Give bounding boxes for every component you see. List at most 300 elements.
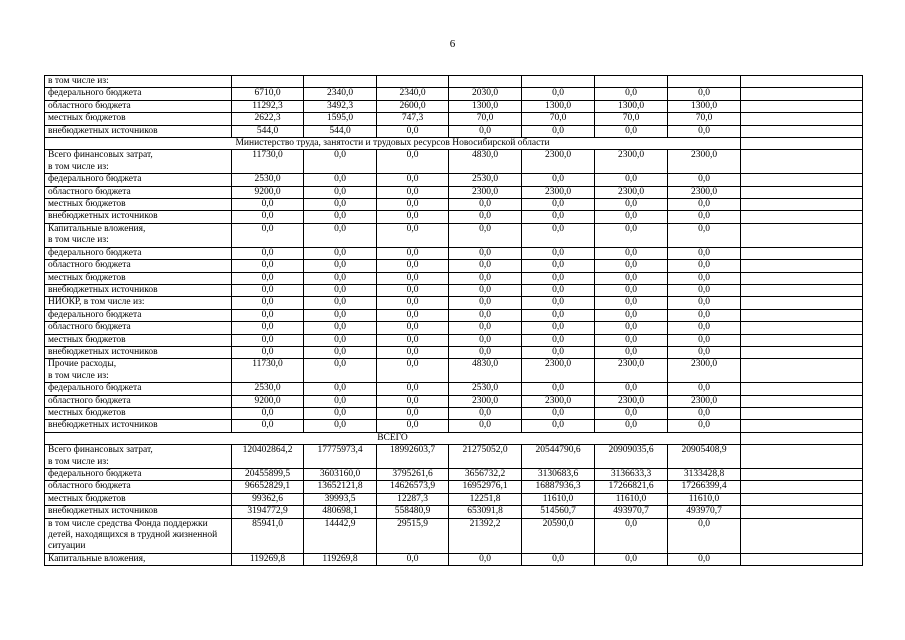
table-row xyxy=(45,260,863,272)
value-cell: 0,0 xyxy=(595,260,668,272)
value-cell: 0,0 xyxy=(304,395,377,407)
note-cell xyxy=(741,199,863,211)
row-label xyxy=(45,395,232,407)
value-cell: 20455899,5 xyxy=(232,469,304,481)
value-cell: 1300,0 xyxy=(668,100,741,112)
value-cell: 0,0 xyxy=(522,88,595,100)
value-cell xyxy=(522,76,595,88)
value-cell: 0,0 xyxy=(232,297,304,309)
value-cell: 1300,0 xyxy=(449,100,522,112)
value-cell: 0,0 xyxy=(595,420,668,432)
value-cell xyxy=(668,76,741,88)
value-cell: 0,0 xyxy=(522,284,595,296)
value-cell: 0,0 xyxy=(449,553,522,565)
value-cell: 0,0 xyxy=(377,272,449,284)
row-label xyxy=(45,309,232,321)
row-label xyxy=(45,297,232,309)
value-cell: 0,0 xyxy=(522,223,595,247)
note-cell xyxy=(741,322,863,334)
value-cell: 2300,0 xyxy=(668,395,741,407)
table-row xyxy=(45,346,863,358)
value-cell: 70,0 xyxy=(668,113,741,125)
value-cell: 0,0 xyxy=(232,284,304,296)
row-label-line: областного бюджета xyxy=(48,100,131,111)
table-row xyxy=(45,125,863,137)
row-label xyxy=(45,518,232,553)
row-label xyxy=(45,383,232,395)
value-cell: 0,0 xyxy=(304,260,377,272)
value-cell: 0,0 xyxy=(304,297,377,309)
value-cell: 0,0 xyxy=(668,383,741,395)
value-cell: 0,0 xyxy=(304,174,377,186)
value-cell: 2300,0 xyxy=(522,395,595,407)
note-cell xyxy=(741,260,863,272)
value-cell: 0,0 xyxy=(304,334,377,346)
value-cell: 0,0 xyxy=(232,407,304,419)
value-cell: 0,0 xyxy=(304,150,377,174)
value-cell: 0,0 xyxy=(522,383,595,395)
table-row xyxy=(45,407,863,419)
row-label-line: внебюджетных источников xyxy=(48,284,158,295)
value-cell: 544,0 xyxy=(232,125,304,137)
row-label-line: областного бюджета xyxy=(48,481,131,492)
value-cell: 20905408,9 xyxy=(668,445,741,469)
value-cell: 85941,0 xyxy=(232,518,304,553)
row-label-line: в том числе средства Фонда поддержки детей, находящихся в трудной жизненной ситуации xyxy=(48,518,218,552)
value-cell: 2300,0 xyxy=(449,186,522,198)
table-row xyxy=(45,100,863,112)
note-cell xyxy=(741,506,863,518)
value-cell: 11730,0 xyxy=(232,359,304,383)
value-cell: 11610,0 xyxy=(668,493,741,505)
note-cell xyxy=(741,420,863,432)
row-label xyxy=(45,113,232,125)
value-cell: 0,0 xyxy=(304,186,377,198)
value-cell: 13652121,8 xyxy=(304,481,377,493)
value-cell: 3656732,2 xyxy=(449,469,522,481)
value-cell: 11610,0 xyxy=(522,493,595,505)
value-cell: 0,0 xyxy=(449,199,522,211)
value-cell: 0,0 xyxy=(304,247,377,259)
note-cell xyxy=(741,113,863,125)
value-cell: 0,0 xyxy=(377,260,449,272)
table-row xyxy=(45,383,863,395)
note-cell xyxy=(741,481,863,493)
value-cell: 0,0 xyxy=(377,211,449,223)
value-cell: 0,0 xyxy=(595,211,668,223)
row-label-line: областного бюджета xyxy=(48,395,131,406)
row-label-line: внебюджетных источников xyxy=(48,506,158,517)
table-body xyxy=(45,76,863,566)
row-label xyxy=(45,407,232,419)
value-cell: 0,0 xyxy=(449,407,522,419)
value-cell: 0,0 xyxy=(304,322,377,334)
table-row xyxy=(45,359,863,383)
table-row xyxy=(45,493,863,505)
row-label xyxy=(45,260,232,272)
value-cell: 0,0 xyxy=(377,395,449,407)
value-cell xyxy=(449,76,522,88)
table-row xyxy=(45,445,863,469)
value-cell: 2300,0 xyxy=(668,186,741,198)
value-cell: 0,0 xyxy=(595,125,668,137)
value-cell: 0,0 xyxy=(668,211,741,223)
value-cell: 2340,0 xyxy=(377,88,449,100)
value-cell: 96652829,1 xyxy=(232,481,304,493)
value-cell: 2300,0 xyxy=(449,395,522,407)
row-label xyxy=(45,272,232,284)
row-label-line: федерального бюджета xyxy=(48,309,142,320)
value-cell: 4830,0 xyxy=(449,359,522,383)
value-cell: 0,0 xyxy=(595,518,668,553)
table-row xyxy=(45,309,863,321)
note-cell xyxy=(741,383,863,395)
value-cell: 0,0 xyxy=(522,125,595,137)
value-cell: 0,0 xyxy=(595,383,668,395)
value-cell xyxy=(595,76,668,88)
value-cell: 0,0 xyxy=(232,247,304,259)
value-cell: 0,0 xyxy=(232,346,304,358)
note-cell xyxy=(741,247,863,259)
value-cell: 119269,8 xyxy=(232,553,304,565)
note-cell xyxy=(741,553,863,565)
value-cell: 0,0 xyxy=(232,272,304,284)
value-cell xyxy=(377,76,449,88)
row-label xyxy=(45,247,232,259)
value-cell: 2300,0 xyxy=(522,150,595,174)
value-cell: 3603160,0 xyxy=(304,469,377,481)
row-label-line: федерального бюджета xyxy=(48,174,142,185)
row-label xyxy=(45,481,232,493)
value-cell: 20590,0 xyxy=(522,518,595,553)
value-cell: 120402864,2 xyxy=(232,445,304,469)
table-row xyxy=(45,518,863,553)
value-cell: 0,0 xyxy=(595,322,668,334)
row-label-line: в том числе из: xyxy=(48,456,109,467)
row-label-line: в том числе из: xyxy=(48,370,109,381)
section-title: Министерство труда, занятости и трудовых ресурсов Новосибирской области xyxy=(45,138,741,150)
value-cell: 0,0 xyxy=(668,247,741,259)
value-cell: 14626573,9 xyxy=(377,481,449,493)
row-label-line: федерального бюджета xyxy=(48,88,142,99)
value-cell: 0,0 xyxy=(522,247,595,259)
row-label xyxy=(45,100,232,112)
value-cell: 0,0 xyxy=(304,359,377,383)
table-row xyxy=(45,322,863,334)
row-label-line: в том числе из: xyxy=(48,76,109,86)
value-cell: 0,0 xyxy=(668,174,741,186)
value-cell: 0,0 xyxy=(377,284,449,296)
value-cell: 0,0 xyxy=(232,334,304,346)
row-label-line: в том числе из: xyxy=(48,161,109,172)
value-cell: 0,0 xyxy=(522,334,595,346)
value-cell: 0,0 xyxy=(595,199,668,211)
value-cell: 0,0 xyxy=(304,420,377,432)
note-cell xyxy=(741,346,863,358)
row-label xyxy=(45,506,232,518)
value-cell: 0,0 xyxy=(595,88,668,100)
row-label xyxy=(45,125,232,137)
value-cell: 493970,7 xyxy=(595,506,668,518)
value-cell: 0,0 xyxy=(522,322,595,334)
value-cell: 2300,0 xyxy=(595,186,668,198)
table-row xyxy=(45,469,863,481)
value-cell: 0,0 xyxy=(668,420,741,432)
value-cell: 39993,5 xyxy=(304,493,377,505)
value-cell: 11292,3 xyxy=(232,100,304,112)
value-cell: 0,0 xyxy=(595,272,668,284)
value-cell: 0,0 xyxy=(449,322,522,334)
value-cell: 0,0 xyxy=(377,322,449,334)
note-cell xyxy=(741,100,863,112)
value-cell: 9200,0 xyxy=(232,186,304,198)
value-cell: 0,0 xyxy=(522,260,595,272)
value-cell: 21275052,0 xyxy=(449,445,522,469)
value-cell: 0,0 xyxy=(377,383,449,395)
value-cell: 0,0 xyxy=(668,88,741,100)
note-cell xyxy=(741,150,863,174)
section-title: ВСЕГО xyxy=(45,432,741,444)
row-label xyxy=(45,493,232,505)
value-cell: 0,0 xyxy=(377,297,449,309)
value-cell: 4830,0 xyxy=(449,150,522,174)
note-cell xyxy=(741,186,863,198)
value-cell: 2600,0 xyxy=(377,100,449,112)
value-cell: 0,0 xyxy=(595,309,668,321)
value-cell: 2530,0 xyxy=(449,174,522,186)
row-label-line: областного бюджета xyxy=(48,260,131,271)
value-cell: 2300,0 xyxy=(595,150,668,174)
value-cell: 0,0 xyxy=(377,407,449,419)
note-cell xyxy=(741,469,863,481)
value-cell: 14442,9 xyxy=(304,518,377,553)
note-cell xyxy=(741,432,863,444)
table-row xyxy=(45,211,863,223)
note-cell xyxy=(741,223,863,247)
note-cell xyxy=(741,407,863,419)
value-cell: 3130683,6 xyxy=(522,469,595,481)
table-row xyxy=(45,76,863,88)
table-row xyxy=(45,553,863,565)
value-cell: 1595,0 xyxy=(304,113,377,125)
row-label xyxy=(45,223,232,247)
note-cell xyxy=(741,174,863,186)
note-cell xyxy=(741,88,863,100)
value-cell: 17266821,6 xyxy=(595,481,668,493)
row-label-line: в том числе из: xyxy=(48,235,109,246)
row-label-line: НИОКР, в том числе из: xyxy=(48,297,145,308)
row-label xyxy=(45,553,232,565)
value-cell: 544,0 xyxy=(304,125,377,137)
value-cell: 514560,7 xyxy=(522,506,595,518)
row-label-line: федерального бюджета xyxy=(48,383,142,394)
value-cell: 0,0 xyxy=(232,420,304,432)
note-cell xyxy=(741,125,863,137)
value-cell: 0,0 xyxy=(449,247,522,259)
value-cell: 2030,0 xyxy=(449,88,522,100)
value-cell: 70,0 xyxy=(522,113,595,125)
value-cell: 0,0 xyxy=(377,346,449,358)
value-cell: 70,0 xyxy=(595,113,668,125)
value-cell: 0,0 xyxy=(522,309,595,321)
value-cell: 0,0 xyxy=(449,211,522,223)
value-cell: 2300,0 xyxy=(595,395,668,407)
row-label xyxy=(45,445,232,469)
table-row xyxy=(45,395,863,407)
value-cell: 0,0 xyxy=(595,334,668,346)
value-cell: 0,0 xyxy=(668,322,741,334)
row-label xyxy=(45,88,232,100)
value-cell: 11730,0 xyxy=(232,150,304,174)
note-cell xyxy=(741,138,863,150)
value-cell: 3136633,3 xyxy=(595,469,668,481)
row-label xyxy=(45,76,232,88)
row-label-line: областного бюджета xyxy=(48,186,131,197)
value-cell: 0,0 xyxy=(522,211,595,223)
value-cell: 0,0 xyxy=(377,420,449,432)
value-cell: 0,0 xyxy=(668,518,741,553)
row-label xyxy=(45,359,232,383)
value-cell: 0,0 xyxy=(595,284,668,296)
value-cell: 12251,8 xyxy=(449,493,522,505)
value-cell: 2300,0 xyxy=(595,359,668,383)
value-cell: 0,0 xyxy=(595,297,668,309)
note-cell xyxy=(741,359,863,383)
budget-table xyxy=(44,75,863,566)
row-label-line: местных бюджетов xyxy=(48,272,126,283)
value-cell: 747,3 xyxy=(377,113,449,125)
value-cell: 0,0 xyxy=(668,407,741,419)
row-label-line: Капитальные вложения, xyxy=(48,553,146,564)
value-cell: 0,0 xyxy=(668,260,741,272)
row-label xyxy=(45,211,232,223)
row-label xyxy=(45,420,232,432)
value-cell: 0,0 xyxy=(377,247,449,259)
value-cell: 3492,3 xyxy=(304,100,377,112)
table-row xyxy=(45,186,863,198)
note-cell xyxy=(741,395,863,407)
table-row xyxy=(45,88,863,100)
value-cell: 0,0 xyxy=(449,223,522,247)
value-cell: 0,0 xyxy=(449,272,522,284)
value-cell: 0,0 xyxy=(232,223,304,247)
value-cell: 0,0 xyxy=(595,223,668,247)
row-label-line: Капитальные вложения, xyxy=(48,223,146,234)
table-row xyxy=(45,113,863,125)
value-cell: 0,0 xyxy=(377,199,449,211)
value-cell: 0,0 xyxy=(595,553,668,565)
value-cell: 0,0 xyxy=(668,272,741,284)
value-cell: 0,0 xyxy=(304,284,377,296)
value-cell: 0,0 xyxy=(668,346,741,358)
value-cell: 0,0 xyxy=(377,334,449,346)
value-cell: 16887936,3 xyxy=(522,481,595,493)
table-row xyxy=(45,481,863,493)
row-label-line: Всего финансовых затрат, xyxy=(48,150,153,161)
note-cell xyxy=(741,211,863,223)
row-label xyxy=(45,284,232,296)
table-row xyxy=(45,506,863,518)
value-cell: 0,0 xyxy=(304,309,377,321)
value-cell: 480698,1 xyxy=(304,506,377,518)
value-cell: 0,0 xyxy=(668,334,741,346)
value-cell: 0,0 xyxy=(522,346,595,358)
value-cell: 2530,0 xyxy=(449,383,522,395)
row-label-line: федерального бюджета xyxy=(48,247,142,258)
value-cell: 70,0 xyxy=(449,113,522,125)
value-cell: 0,0 xyxy=(668,309,741,321)
value-cell: 0,0 xyxy=(449,125,522,137)
value-cell: 0,0 xyxy=(304,383,377,395)
value-cell: 0,0 xyxy=(668,125,741,137)
value-cell: 0,0 xyxy=(595,346,668,358)
value-cell: 0,0 xyxy=(668,223,741,247)
row-label-line: внебюджетных источников xyxy=(48,211,158,222)
note-cell xyxy=(741,272,863,284)
row-label-line: местных бюджетов xyxy=(48,199,126,210)
value-cell: 1300,0 xyxy=(522,100,595,112)
note-cell xyxy=(741,334,863,346)
value-cell xyxy=(232,76,304,88)
value-cell: 2530,0 xyxy=(232,383,304,395)
value-cell: 0,0 xyxy=(304,223,377,247)
value-cell: 0,0 xyxy=(449,420,522,432)
value-cell: 0,0 xyxy=(304,346,377,358)
value-cell: 0,0 xyxy=(522,174,595,186)
section-header-row xyxy=(45,138,863,150)
value-cell: 0,0 xyxy=(304,199,377,211)
value-cell: 0,0 xyxy=(449,297,522,309)
table-row xyxy=(45,284,863,296)
value-cell: 21392,2 xyxy=(449,518,522,553)
value-cell: 2300,0 xyxy=(522,186,595,198)
value-cell: 17775973,4 xyxy=(304,445,377,469)
row-label-line: местных бюджетов xyxy=(48,334,126,345)
row-label xyxy=(45,322,232,334)
value-cell: 0,0 xyxy=(377,125,449,137)
row-label-line: областного бюджета xyxy=(48,322,131,333)
value-cell: 11610,0 xyxy=(595,493,668,505)
note-cell xyxy=(741,493,863,505)
value-cell: 0,0 xyxy=(595,174,668,186)
value-cell: 3795261,6 xyxy=(377,469,449,481)
row-label-line: местных бюджетов xyxy=(48,493,126,504)
value-cell: 653091,8 xyxy=(449,506,522,518)
value-cell: 0,0 xyxy=(449,284,522,296)
value-cell: 0,0 xyxy=(304,407,377,419)
value-cell: 0,0 xyxy=(232,199,304,211)
table-row xyxy=(45,247,863,259)
row-label xyxy=(45,469,232,481)
value-cell: 0,0 xyxy=(232,211,304,223)
value-cell: 2530,0 xyxy=(232,174,304,186)
row-label xyxy=(45,346,232,358)
value-cell: 2300,0 xyxy=(668,359,741,383)
row-label-line: местных бюджетов xyxy=(48,407,126,418)
value-cell: 2300,0 xyxy=(522,359,595,383)
value-cell: 0,0 xyxy=(304,211,377,223)
value-cell: 0,0 xyxy=(595,247,668,259)
value-cell: 18992603,7 xyxy=(377,445,449,469)
note-cell xyxy=(741,284,863,296)
note-cell xyxy=(741,518,863,553)
value-cell: 0,0 xyxy=(377,186,449,198)
value-cell: 29515,9 xyxy=(377,518,449,553)
table-row xyxy=(45,150,863,174)
value-cell: 1300,0 xyxy=(595,100,668,112)
row-label xyxy=(45,199,232,211)
value-cell: 0,0 xyxy=(522,420,595,432)
